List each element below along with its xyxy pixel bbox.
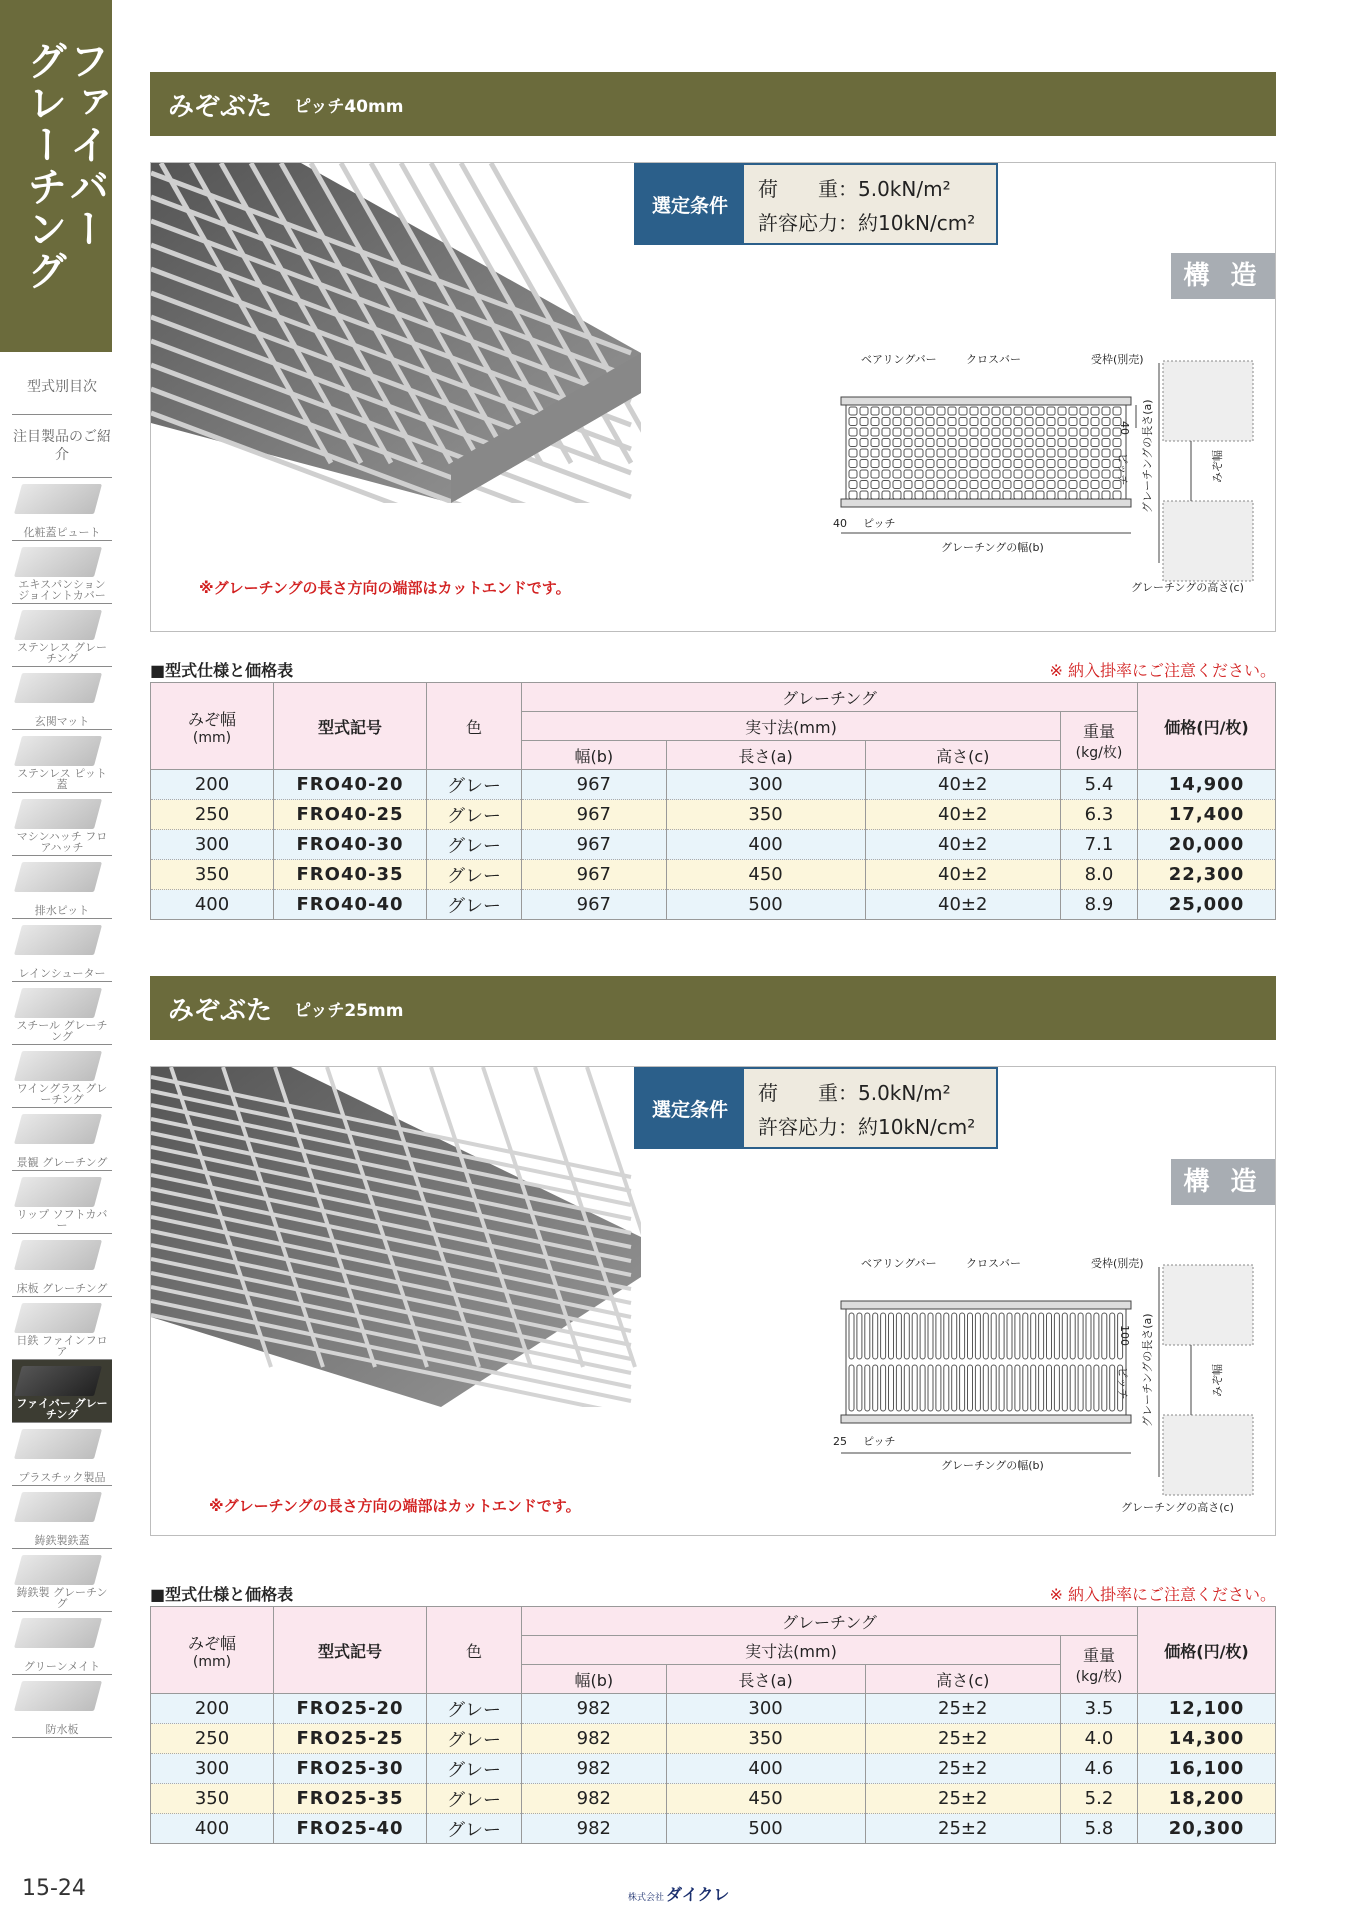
sidebar-nav xyxy=(12,360,112,1738)
header-groove-label: みぞ幅 xyxy=(187,1633,236,1653)
cell-color: グレー xyxy=(427,800,522,830)
cell-height: 40±2 xyxy=(865,770,1060,800)
header-groove-width xyxy=(151,1607,274,1694)
cell-color: グレー xyxy=(427,1694,522,1724)
grating-photo xyxy=(151,1067,641,1407)
selection-conditions xyxy=(634,1067,998,1149)
label-pitch: ピッチ xyxy=(863,1435,896,1448)
header-actual-dims: 実寸法(mm) xyxy=(522,712,1061,741)
cell-width: 967 xyxy=(522,890,667,920)
product-thumbnail xyxy=(14,988,102,1018)
cell-groove-width: 250 xyxy=(151,800,274,830)
sidebar-item-label: リップ ソフトカバー xyxy=(16,1208,108,1232)
cell-price: 25,000 xyxy=(1138,890,1276,920)
spec-price-table-pitch25 xyxy=(150,1606,1276,1844)
section-title: みぞぶた xyxy=(168,996,273,1026)
cell-length: 350 xyxy=(666,800,865,830)
header-weight-label: 重量 xyxy=(1082,1646,1115,1665)
cell-height: 40±2 xyxy=(865,890,1060,920)
sidebar-item[interactable] xyxy=(12,1675,112,1738)
cell-length: 450 xyxy=(666,860,865,890)
header-actual-dims: 実寸法(mm) xyxy=(522,1636,1061,1665)
header-length: 長さ(a) xyxy=(666,741,865,770)
load-condition: 荷 重：5.0kN/m² xyxy=(758,177,951,201)
cell-price: 16,100 xyxy=(1138,1754,1276,1784)
sidebar-item[interactable] xyxy=(12,730,112,793)
label-dim-left: 40 xyxy=(833,517,847,530)
cell-weight: 5.4 xyxy=(1061,770,1138,800)
cell-color: グレー xyxy=(427,1814,522,1844)
cell-price: 20,300 xyxy=(1138,1814,1276,1844)
header-price: 価格(円/枚) xyxy=(1138,1607,1276,1694)
cell-weight: 4.6 xyxy=(1061,1754,1138,1784)
label-height-c: グレーチングの高さ(c) xyxy=(1131,581,1244,594)
cell-length: 400 xyxy=(666,830,865,860)
cell-width: 967 xyxy=(522,830,667,860)
cell-width: 967 xyxy=(522,770,667,800)
section-title: みぞぶた xyxy=(168,92,273,122)
header-groove-width xyxy=(151,683,274,770)
table-row xyxy=(151,830,1276,860)
label-groove-width: みぞ幅 xyxy=(1211,1364,1224,1397)
sidebar xyxy=(0,0,112,1920)
structure-diagram xyxy=(691,343,1275,619)
sidebar-item[interactable] xyxy=(12,1360,112,1423)
cell-length: 450 xyxy=(666,1784,865,1814)
product-thumbnail xyxy=(14,1240,102,1270)
sidebar-item-label: 玄関マット xyxy=(34,715,90,728)
label-dim-left: 25 xyxy=(833,1435,847,1448)
cell-groove-width: 400 xyxy=(151,890,274,920)
section-pitch: ピッチ25mm xyxy=(294,1001,404,1021)
label-width-b: グレーチングの幅(b) xyxy=(941,1459,1044,1472)
label-cross-bar: クロスバー xyxy=(966,353,1021,366)
product-thumbnail xyxy=(14,1051,102,1081)
cell-model: FRO25-35 xyxy=(274,1784,427,1814)
product-panel-pitch25 xyxy=(150,1066,1276,1536)
sidebar-item[interactable] xyxy=(12,1234,112,1297)
header-length: 長さ(a) xyxy=(666,1665,865,1694)
product-thumbnail xyxy=(14,1429,102,1459)
table-note: ※ 納入掛率にご注意ください。 xyxy=(1049,1585,1276,1604)
table-title: ■型式仕様と価格表 xyxy=(150,1585,294,1604)
sidebar-item[interactable] xyxy=(12,1486,112,1549)
cell-width: 982 xyxy=(522,1784,667,1814)
header-width: 幅(b) xyxy=(522,741,667,770)
header-groove-unit: (mm) xyxy=(192,729,232,746)
cell-width: 967 xyxy=(522,860,667,890)
header-groove-unit: (mm) xyxy=(192,1653,232,1670)
cell-color: グレー xyxy=(427,890,522,920)
table-title: ■型式仕様と価格表 xyxy=(150,661,294,680)
cell-weight: 4.0 xyxy=(1061,1724,1138,1754)
cell-price: 20,000 xyxy=(1138,830,1276,860)
cell-groove-width: 300 xyxy=(151,830,274,860)
label-height-c: グレーチングの高さ(c) xyxy=(1121,1501,1234,1514)
structure-diagram xyxy=(691,1247,1275,1523)
cell-model: FRO40-40 xyxy=(274,890,427,920)
header-color: 色 xyxy=(427,1607,522,1694)
sidebar-item-label: エキスパンション ジョイントカバー xyxy=(18,578,106,602)
header-weight-unit: (kg/枚) xyxy=(1075,745,1123,761)
cell-model: FRO40-25 xyxy=(274,800,427,830)
header-color: 色 xyxy=(427,683,522,770)
table-row xyxy=(151,1724,1276,1754)
label-frame: 受枠(別売) xyxy=(1091,353,1144,366)
product-thumbnail xyxy=(14,1303,102,1333)
structure-label: 構 造 xyxy=(1171,253,1275,299)
cell-width: 982 xyxy=(522,1754,667,1784)
header-grating: グレーチング xyxy=(522,683,1138,712)
sidebar-category-title xyxy=(0,0,112,352)
label-pitch-vertical: ピッチ xyxy=(1116,1367,1129,1400)
sidebar-item[interactable] xyxy=(12,1045,112,1108)
sidebar-item-label: マシンハッチ フロアハッチ xyxy=(16,830,108,854)
section-pitch: ピッチ40mm xyxy=(294,97,404,117)
header-model: 型式記号 xyxy=(274,683,427,770)
table-header-row xyxy=(150,1582,1276,1604)
sidebar-item-label: グリーンメイト xyxy=(23,1660,101,1673)
header-width: 幅(b) xyxy=(522,1665,667,1694)
sidebar-item[interactable] xyxy=(12,1612,112,1675)
cell-weight: 5.2 xyxy=(1061,1784,1138,1814)
sidebar-link-featured[interactable]: 注目製品のご紹介 xyxy=(12,415,112,478)
page-number: 15-24 xyxy=(22,1876,86,1901)
header-weight xyxy=(1061,712,1138,770)
sidebar-title-line1: ファイバー xyxy=(63,40,109,250)
cell-height: 25±2 xyxy=(865,1694,1060,1724)
cell-model: FRO40-35 xyxy=(274,860,427,890)
sidebar-item-label: ステンレス ピット蓋 xyxy=(17,767,107,791)
sidebar-item[interactable] xyxy=(12,856,112,919)
label-dim-top: 40 xyxy=(1118,421,1131,435)
cell-price: 14,300 xyxy=(1138,1724,1276,1754)
header-grating: グレーチング xyxy=(522,1607,1138,1636)
cell-weight: 8.9 xyxy=(1061,890,1138,920)
selection-conditions xyxy=(634,163,998,245)
sidebar-item-label: ステンレス グレーチング xyxy=(16,641,108,665)
product-thumbnail xyxy=(14,1366,102,1396)
table-row xyxy=(151,770,1276,800)
load-condition: 荷 重：5.0kN/m² xyxy=(758,1081,951,1105)
sidebar-item[interactable] xyxy=(12,541,112,604)
cell-length: 500 xyxy=(666,1814,865,1844)
table-row xyxy=(151,1814,1276,1844)
cell-weight: 3.5 xyxy=(1061,1694,1138,1724)
sidebar-item[interactable] xyxy=(12,667,112,730)
sidebar-item-label: ファイバー グレーチング xyxy=(16,1397,108,1421)
cell-model: FRO25-25 xyxy=(274,1724,427,1754)
sidebar-item[interactable] xyxy=(12,793,112,856)
header-weight-label: 重量 xyxy=(1082,722,1115,741)
header-weight xyxy=(1061,1636,1138,1694)
cell-width: 982 xyxy=(522,1724,667,1754)
header-price: 価格(円/枚) xyxy=(1138,683,1276,770)
header-height: 高さ(c) xyxy=(865,1665,1060,1694)
label-length-a: グレーチングの長さ(a) xyxy=(1141,1313,1154,1427)
sidebar-item[interactable] xyxy=(12,1171,112,1234)
product-thumbnail xyxy=(14,1114,102,1144)
product-thumbnail xyxy=(14,1555,102,1585)
label-length-a: グレーチングの長さ(a) xyxy=(1141,399,1154,513)
label-cross-bar: クロスバー xyxy=(966,1257,1021,1270)
cell-groove-width: 200 xyxy=(151,1694,274,1724)
cell-model: FRO25-30 xyxy=(274,1754,427,1784)
cell-groove-width: 300 xyxy=(151,1754,274,1784)
section-header-pitch40 xyxy=(150,72,1276,136)
grating-photo xyxy=(151,163,641,503)
table-header-row xyxy=(150,658,1276,680)
conditions-label: 選定条件 xyxy=(636,165,744,243)
product-thumbnail xyxy=(14,1618,102,1648)
cell-weight: 6.3 xyxy=(1061,800,1138,830)
table-row xyxy=(151,1694,1276,1724)
label-bearing-bar: ベアリングバー xyxy=(861,353,937,366)
cell-width: 967 xyxy=(522,800,667,830)
cell-color: グレー xyxy=(427,1784,522,1814)
sidebar-item-label: 鋳鉄製鉄蓋 xyxy=(34,1534,90,1547)
sidebar-item[interactable] xyxy=(12,982,112,1045)
cell-length: 400 xyxy=(666,1754,865,1784)
cell-height: 40±2 xyxy=(865,860,1060,890)
sidebar-item[interactable] xyxy=(12,478,112,541)
cell-groove-width: 250 xyxy=(151,1724,274,1754)
table-note: ※ 納入掛率にご注意ください。 xyxy=(1049,661,1276,680)
product-thumbnail xyxy=(14,1492,102,1522)
cell-model: FRO25-20 xyxy=(274,1694,427,1724)
cell-groove-width: 350 xyxy=(151,860,274,890)
cell-groove-width: 350 xyxy=(151,1784,274,1814)
sidebar-item-label: プラスチック製品 xyxy=(18,1471,106,1484)
table-row xyxy=(151,1784,1276,1814)
product-thumbnail xyxy=(14,673,102,703)
sidebar-item-label: 日鉄 ファインフロア xyxy=(16,1334,108,1358)
cell-length: 350 xyxy=(666,1724,865,1754)
cell-groove-width: 400 xyxy=(151,1814,274,1844)
sidebar-link-model-index[interactable]: 型式別目次 xyxy=(12,360,112,415)
table-row xyxy=(151,1754,1276,1784)
cell-model: FRO25-40 xyxy=(274,1814,427,1844)
product-thumbnail xyxy=(14,1177,102,1207)
label-frame: 受枠(別売) xyxy=(1091,1257,1144,1270)
sidebar-item[interactable] xyxy=(12,1549,112,1612)
cell-height: 25±2 xyxy=(865,1784,1060,1814)
stress-condition: 許容応力：約10kN/cm² xyxy=(758,211,976,235)
table-row xyxy=(151,860,1276,890)
cell-length: 300 xyxy=(666,1694,865,1724)
sidebar-title-line2: グレーチング xyxy=(21,40,67,292)
cell-color: グレー xyxy=(427,1724,522,1754)
sidebar-item[interactable] xyxy=(12,1108,112,1171)
cell-width: 982 xyxy=(522,1814,667,1844)
sidebar-item-label: 化粧蓋ピュート xyxy=(23,526,101,539)
cell-color: グレー xyxy=(427,1754,522,1784)
label-width-b: グレーチングの幅(b) xyxy=(941,541,1044,554)
conditions-label: 選定条件 xyxy=(636,1069,744,1147)
product-thumbnail xyxy=(14,799,102,829)
section-header-pitch25 xyxy=(150,976,1276,1040)
stress-condition: 許容応力：約10kN/cm² xyxy=(758,1115,976,1139)
sidebar-item-label: 鋳鉄製 グレーチング xyxy=(16,1586,108,1610)
header-weight-unit: (kg/枚) xyxy=(1075,1669,1123,1685)
label-bearing-bar: ベアリングバー xyxy=(861,1257,937,1270)
product-thumbnail xyxy=(14,1681,102,1711)
sidebar-item-label: ワイングラス グレーチング xyxy=(16,1082,108,1106)
cell-color: グレー xyxy=(427,770,522,800)
company-logo: 株式会社 ダイクレ xyxy=(628,1885,730,1904)
label-pitch-vertical: ピッチ xyxy=(1116,453,1129,486)
sidebar-item-label: 排水ピット xyxy=(34,904,90,917)
sidebar-item[interactable] xyxy=(12,1297,112,1360)
table-row xyxy=(151,800,1276,830)
product-thumbnail xyxy=(14,736,102,766)
cell-length: 500 xyxy=(666,890,865,920)
cell-price: 18,200 xyxy=(1138,1784,1276,1814)
cell-price: 14,900 xyxy=(1138,770,1276,800)
cut-end-note: ※グレーチングの長さ方向の端部はカットエンドです。 xyxy=(199,579,571,597)
cell-weight: 5.8 xyxy=(1061,1814,1138,1844)
cell-height: 25±2 xyxy=(865,1814,1060,1844)
cell-price: 12,100 xyxy=(1138,1694,1276,1724)
cell-weight: 7.1 xyxy=(1061,830,1138,860)
cell-length: 300 xyxy=(666,770,865,800)
product-thumbnail xyxy=(14,610,102,640)
cell-price: 22,300 xyxy=(1138,860,1276,890)
spec-price-table-pitch40 xyxy=(150,682,1276,920)
label-pitch: ピッチ xyxy=(863,517,896,530)
cell-color: グレー xyxy=(427,860,522,890)
sidebar-item[interactable] xyxy=(12,919,112,982)
cell-weight: 8.0 xyxy=(1061,860,1138,890)
sidebar-item[interactable] xyxy=(12,604,112,667)
header-model: 型式記号 xyxy=(274,1607,427,1694)
product-thumbnail xyxy=(14,484,102,514)
cell-color: グレー xyxy=(427,830,522,860)
sidebar-item[interactable] xyxy=(12,1423,112,1486)
cell-height: 25±2 xyxy=(865,1754,1060,1784)
label-groove-width: みぞ幅 xyxy=(1211,450,1224,483)
cell-height: 25±2 xyxy=(865,1724,1060,1754)
sidebar-item-label: レインシューター xyxy=(18,967,106,980)
sidebar-item-label: 防水板 xyxy=(45,1723,79,1736)
cell-height: 40±2 xyxy=(865,800,1060,830)
cell-width: 982 xyxy=(522,1694,667,1724)
table-row xyxy=(151,890,1276,920)
sidebar-item-label: 景観 グレーチング xyxy=(16,1156,108,1169)
structure-label: 構 造 xyxy=(1171,1159,1275,1205)
product-panel-pitch40 xyxy=(150,162,1276,632)
product-thumbnail xyxy=(14,925,102,955)
sidebar-item-label: 床板 グレーチング xyxy=(16,1282,108,1295)
cell-height: 40±2 xyxy=(865,830,1060,860)
cut-end-note: ※グレーチングの長さ方向の端部はカットエンドです。 xyxy=(209,1497,581,1515)
header-height: 高さ(c) xyxy=(865,741,1060,770)
header-groove-label: みぞ幅 xyxy=(187,709,236,729)
product-thumbnail xyxy=(14,547,102,577)
cell-model: FRO40-30 xyxy=(274,830,427,860)
cell-price: 17,400 xyxy=(1138,800,1276,830)
product-thumbnail xyxy=(14,862,102,892)
cell-model: FRO40-20 xyxy=(274,770,427,800)
label-dim-top: 100 xyxy=(1118,1325,1131,1346)
sidebar-item-label: スチール グレーチング xyxy=(16,1019,108,1043)
cell-groove-width: 200 xyxy=(151,770,274,800)
